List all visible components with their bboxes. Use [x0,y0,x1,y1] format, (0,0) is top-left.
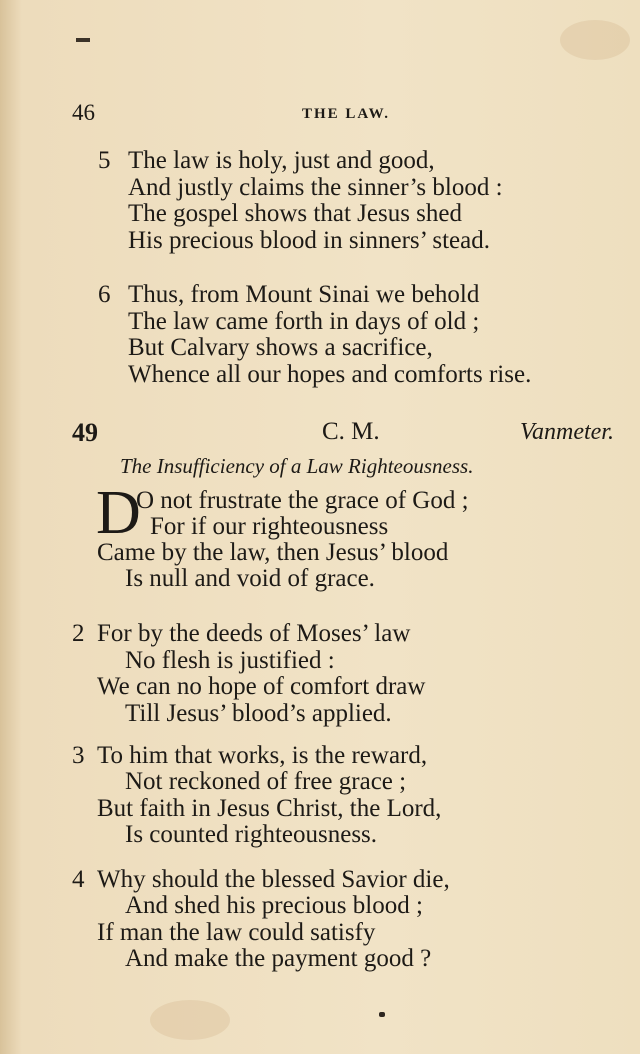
hymn-number: 49 [72,418,98,447]
verse-line: If man the law could satisfy [97,919,376,946]
ink-mark [379,1012,385,1017]
page-header [72,100,612,130]
verse-line: Is counted righteousness. [125,821,378,848]
verse-line: But faith in Jesus Christ, the Lord, [97,795,442,822]
stanza-number: 2 [72,620,85,647]
verse-line: His precious blood in sinners’ stead. [128,227,490,254]
verse-line: The law came forth in days of old ; [128,308,480,335]
stanza-number: 3 [72,742,85,769]
verse-line: And justly claims the sinner’s blood : [128,174,503,201]
ink-mark [76,38,90,42]
stanza-number: 6 [98,281,111,308]
verse-line: The gospel shows that Jesus shed [128,200,462,227]
paper-stain [150,1000,230,1040]
tune-name: Vanmeter. [520,419,614,445]
verse-line: Not reckoned of free grace ; [125,768,407,795]
verse-line: Till Jesus’ blood’s applied. [125,700,392,727]
hymn-title: The Insufficiency of a Law Righteousness. [120,454,474,478]
verse-line: O not frustrate the grace of God ; [136,487,469,514]
paper-stain [560,20,630,60]
drop-cap: D [96,479,141,547]
stanza-number: 5 [98,147,111,174]
hymn-heading [72,418,640,450]
verse-line: To him that works, is the reward, [97,742,428,769]
verse-line: Why should the blessed Savior die, [97,866,450,893]
verse-line: For if our righteousness [150,513,389,540]
verse-line: We can no hope of comfort draw [97,673,426,700]
verse-line: The law is holy, just and good, [128,147,435,174]
verse-line: Whence all our hopes and comforts rise. [128,361,532,388]
page-number: 46 [72,100,95,125]
verse-line: Thus, from Mount Sinai we behold [128,281,480,308]
hymn-meter: C. M. [322,418,380,445]
running-title: THE LAW. [302,106,390,122]
verse-line: And shed his precious blood ; [125,892,423,919]
verse-line: For by the deeds of Moses’ law [97,620,411,647]
verse-line: Came by the law, then Jesus’ blood [97,539,449,566]
verse-line: No flesh is justified : [125,647,335,674]
verse-line: And make the payment good ? [125,945,432,972]
verse-line: But Calvary shows a sacrifice, [128,334,433,361]
verse-line: Is null and void of grace. [125,565,375,592]
stanza-number: 4 [72,866,85,893]
